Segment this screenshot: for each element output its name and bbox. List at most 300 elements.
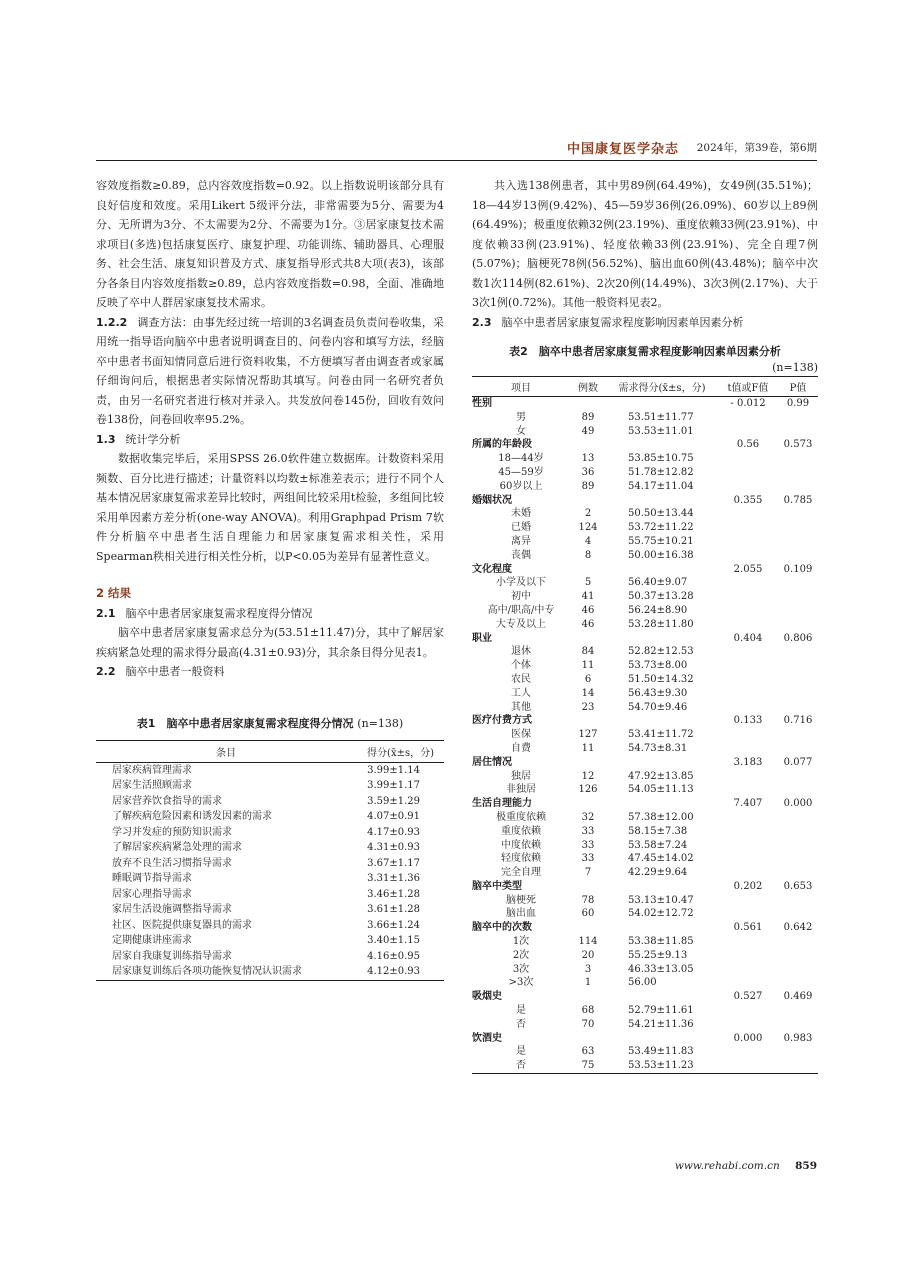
cell-label: 45—59岁 [498, 466, 544, 478]
column-header-score: 得分(x̄±s，分) [356, 740, 444, 762]
cell-empty [778, 659, 818, 673]
section-title: 脑卒中患者一般资料 [125, 665, 225, 678]
cell-n: 3 [584, 963, 592, 975]
section-1-2-2 [96, 313, 444, 430]
group-row [472, 990, 818, 1004]
table-row [96, 887, 444, 903]
table-row [472, 576, 818, 590]
cell-score: 53.85±10.75 [628, 453, 694, 465]
section-1-3-heading [96, 430, 444, 450]
cell-empty [718, 1004, 778, 1018]
page-footer [96, 1160, 817, 1174]
general-info-paragraph: 共入选138例患者，其中男89例(64.49%)，女49例(35.51%)；18—44岁13例(9.42%)、45—59岁36例(26.09%)、60岁以上89例(64.49%)；极重度依赖32例(23.19%)、重度依赖33例(23.91%)、中度依赖33例(23.91%)、轻度依赖33例(23.91%)、完全自理7例(5.07%)；脑梗死78例(56.52%)、脑出血60例(43.48%)；脑卒中次数1次114例(82.61%)、2次20例(14.49%)、3次3例(2.17%)、大于3次1例(0.72%)。其他一般资料见表2。 [472, 179, 818, 309]
cell-score: 53.38±11.85 [628, 936, 694, 948]
cell-empty [718, 852, 778, 866]
cell-n: 46 [581, 618, 595, 630]
cell-score: 3.67±1.17 [367, 857, 420, 869]
cell-label: 医保 [511, 729, 531, 741]
section-title: 脑卒中患者居家康复需求程度得分情况 [125, 606, 313, 620]
cell-empty [778, 1045, 818, 1059]
table-row [96, 856, 444, 872]
cell-empty [778, 673, 818, 687]
cell-item: 居家生活照顾需求 [112, 780, 192, 791]
section-number: 2.2 [96, 665, 116, 678]
cell-score: 50.00±16.38 [628, 549, 694, 561]
cell-empty [718, 825, 778, 839]
cell-score: 53.58±7.24 [628, 839, 688, 851]
cell-score: 53.13±10.47 [628, 894, 694, 906]
cell-label: 脑梗死 [506, 894, 536, 906]
cell-label: 60岁以上 [499, 480, 543, 492]
cell-score: 3.31±1.36 [367, 873, 420, 884]
cell-empty [718, 894, 778, 908]
section-2-3-heading [472, 313, 818, 333]
cell-empty [778, 770, 818, 784]
cell-empty [778, 549, 818, 563]
group-name: 生活自理能力 [472, 798, 532, 810]
table-row [96, 794, 444, 810]
cell-t-or-f: 7.407 [733, 798, 763, 810]
cell-empty [718, 811, 778, 825]
cell-p: 0.983 [783, 1032, 813, 1044]
cell-item: 学习并发症的预防知识需求 [112, 826, 232, 838]
cell-t-or-f: 2.055 [733, 563, 763, 575]
table-row [472, 535, 818, 549]
cell-item: 放弃不良生活习惯指导需求 [112, 857, 232, 869]
cell-t-or-f: 0.000 [733, 1032, 763, 1044]
table-2 [472, 376, 818, 1074]
table-row [472, 770, 818, 784]
cell-label: 中度依赖 [501, 839, 541, 851]
cell-label: 农民 [511, 673, 531, 685]
cell-empty [778, 535, 818, 549]
table-row [96, 933, 444, 949]
cell-score: 54.05±11.13 [628, 784, 694, 796]
cell-item: 居家自我康复训练指导需求 [112, 950, 232, 962]
cell-label: 工人 [511, 687, 531, 699]
issue-info: 2024年，第39卷，第6期 [696, 142, 817, 154]
table-row [472, 590, 818, 604]
column-header-score: 需求得分(x̄±s，分) [606, 377, 718, 397]
cell-empty [778, 645, 818, 659]
cell-score: 51.50±14.32 [628, 673, 694, 685]
cell-empty [778, 949, 818, 963]
cell-empty [778, 935, 818, 949]
cell-p: 0.653 [783, 880, 813, 892]
section-text: 调查方法：由事先经过统一培训的3名调查员负责问卷收集，采用统一指导语向脑卒中患者说明调查目的、问卷内容和填写方法，经脑卒中患者书面知情同意后进行资料收集，不方便填写者由调查者或家属仔细询问后，根据患者实际情况帮助其填写。问卷由同一名研究者负责，由另一名研究者进行核对并录入。共发放问卷145份，回收有效问卷138份，问卷回收率95.2%。 [96, 315, 444, 426]
cell-label: 高中/职高/中专 [487, 604, 555, 616]
cell-empty [778, 701, 818, 715]
cell-score: 47.92±13.85 [628, 770, 694, 782]
cell-empty [778, 728, 818, 742]
table-row [472, 811, 818, 825]
cell-empty [718, 425, 778, 439]
table-row [472, 1045, 818, 1059]
section-number: 2.3 [472, 315, 492, 329]
table-row [472, 521, 818, 535]
cell-score: 42.29±9.64 [628, 867, 688, 879]
cell-n: 20 [581, 949, 595, 961]
cell-score: 46.33±13.05 [628, 963, 694, 975]
cell-n: 89 [581, 480, 595, 492]
table-row [96, 778, 444, 794]
cell-label: 未婚 [511, 508, 531, 520]
cell-empty [718, 1045, 778, 1059]
cell-empty [718, 976, 778, 990]
header-rule [96, 160, 817, 161]
cell-t-or-f: 0.133 [733, 715, 763, 727]
cell-n: 124 [578, 522, 598, 534]
cell-score: 47.45±14.02 [628, 853, 694, 865]
cell-empty [718, 839, 778, 853]
cell-p: 0.716 [783, 715, 813, 727]
table-row [96, 902, 444, 918]
cell-score: 58.15±7.38 [628, 825, 688, 837]
cell-score: 50.37±13.28 [628, 591, 694, 603]
column-header-n: 例数 [570, 377, 606, 397]
cell-score: 54.73±8.31 [628, 742, 688, 754]
cell-p: 0.785 [783, 494, 813, 506]
cell-empty [718, 604, 778, 618]
cell-score: 56.24±8.90 [628, 604, 688, 616]
cell-score: 3.61±1.28 [367, 904, 420, 915]
caption-n: (n=138) [772, 361, 818, 374]
cell-empty [718, 521, 778, 535]
cell-empty [778, 894, 818, 908]
cell-score: 4.17±0.93 [367, 826, 420, 838]
group-row [472, 880, 818, 894]
group-name: 所属的年龄段 [472, 439, 532, 451]
section-number: 1.2.2 [96, 315, 128, 329]
cell-p: 0.99 [786, 398, 810, 409]
table-1-caption [96, 716, 444, 732]
table-row [472, 701, 818, 715]
cell-item: 居家营养饮食指导的需求 [112, 795, 222, 807]
table-row [472, 935, 818, 949]
paragraph-scale-description: 容效度指数≥0.89，总内容效度指数=0.92。以上指数说明该部分具有良好信度和效度。采用Likert 5级评分法，非常需要为5分、需要为4分、无所谓为3分、不太需要为2分、不需要为1分。③居家康复技术需求项目(多选)包括康复医疗、康复护理、功能训练、辅助器具、心理服务、社会生活、康复知识普及方式、康复指导形式共8大项(表3)，该部分各条目内容效度指数≥0.89，总内容效度指数=0.98，全面、准确地反映了卒中人群居家康复技术需求。 [96, 179, 444, 309]
cell-empty [718, 645, 778, 659]
group-name: 医疗付费方式 [472, 715, 532, 727]
cell-t-or-f: 0.202 [733, 880, 763, 892]
cell-label: 1次 [512, 936, 530, 948]
cell-empty [718, 701, 778, 715]
cell-p: 0.469 [783, 991, 813, 1003]
right-column [472, 176, 818, 1074]
cell-score: 53.73±8.00 [628, 660, 688, 672]
cell-score: 55.25±9.13 [628, 949, 688, 961]
cell-score: 53.41±11.72 [628, 729, 694, 741]
table-row [96, 825, 444, 841]
cell-n: 12 [581, 770, 595, 782]
cell-n: 2 [584, 508, 592, 520]
cell-empty [778, 1004, 818, 1018]
cell-label: 否 [516, 1018, 526, 1030]
cell-empty [718, 576, 778, 590]
cell-n: 36 [581, 466, 595, 478]
cell-item: 居家心理指导需求 [112, 888, 192, 900]
cell-n: 78 [581, 894, 595, 906]
cell-score: 52.82±12.53 [628, 646, 694, 658]
cell-n: 6 [584, 673, 592, 685]
table-row [472, 742, 818, 756]
cell-n: 33 [581, 853, 595, 865]
table-row [472, 839, 818, 853]
cell-n: 49 [581, 425, 595, 437]
cell-empty [778, 742, 818, 756]
cell-n: 14 [581, 687, 595, 699]
page-header [96, 138, 817, 160]
table-row [472, 963, 818, 977]
table-row [472, 783, 818, 797]
cell-label: 自费 [511, 742, 531, 754]
cell-score: 53.49±11.83 [628, 1046, 694, 1058]
cell-n: 32 [581, 811, 595, 823]
group-name: 居住情况 [472, 756, 512, 768]
cell-n: 89 [581, 411, 595, 423]
cell-score: 3.59±1.29 [367, 795, 420, 807]
table-row [472, 687, 818, 701]
cell-empty [778, 576, 818, 590]
table-row [472, 949, 818, 963]
cell-score: 56.00 [628, 977, 657, 989]
table-row [472, 604, 818, 618]
section-2-heading: 2 结果 [96, 586, 132, 600]
cell-item: 家居生活设施调整指导需求 [112, 904, 232, 915]
cell-empty [718, 590, 778, 604]
cell-score: 54.21±11.36 [628, 1018, 694, 1030]
cell-score: 53.51±11.77 [628, 411, 694, 423]
group-name: 脑卒中的次数 [472, 922, 532, 934]
cell-n: 68 [581, 1005, 595, 1017]
table-row [96, 840, 444, 856]
table-row [96, 964, 444, 980]
group-name: 性别 [472, 398, 492, 409]
cell-t-or-f: 0.527 [733, 991, 763, 1003]
cell-label: 女 [516, 425, 526, 437]
table-row [472, 852, 818, 866]
cell-t-or-f: 0.355 [733, 494, 763, 506]
cell-t-or-f: 0.404 [733, 632, 763, 644]
cell-label: 3次 [512, 963, 530, 975]
cell-empty [778, 811, 818, 825]
cell-empty [778, 507, 818, 521]
table-row [472, 618, 818, 632]
cell-t-or-f: - 0.012 [730, 398, 766, 409]
cell-empty [778, 907, 818, 921]
cell-score: 4.12±0.93 [367, 966, 420, 977]
table-row [472, 728, 818, 742]
cell-empty [718, 673, 778, 687]
cell-empty [778, 839, 818, 853]
table-row [472, 907, 818, 921]
cell-empty [718, 549, 778, 563]
cell-score: 3.40±1.15 [367, 935, 420, 946]
table-row [472, 480, 818, 494]
table-2-body [472, 397, 818, 1074]
cell-empty [778, 1059, 818, 1073]
cell-item: 了解居家疾病紧急处理的需求 [112, 842, 242, 853]
cell-n: 114 [578, 936, 598, 948]
table-row [96, 809, 444, 825]
cell-empty [718, 935, 778, 949]
cell-empty [778, 521, 818, 535]
cell-empty [718, 466, 778, 480]
column-header-t-or-f: t值或F值 [718, 377, 778, 397]
table-row [472, 411, 818, 425]
section-number: 1.3 [96, 432, 116, 446]
cell-empty [718, 1018, 778, 1032]
table-row [472, 1004, 818, 1018]
table-row [472, 976, 818, 990]
cell-score: 53.28±11.80 [628, 618, 694, 630]
column-header-p: P值 [778, 377, 818, 397]
cell-label: 退休 [511, 646, 531, 658]
group-row [472, 632, 818, 646]
cell-empty [778, 687, 818, 701]
cell-p: 0.642 [783, 922, 813, 934]
group-name: 吸烟史 [472, 991, 502, 1003]
cell-empty [778, 1018, 818, 1032]
table-row [472, 659, 818, 673]
cell-label: 是 [516, 1005, 526, 1017]
cell-empty [718, 452, 778, 466]
cell-n: 13 [581, 453, 595, 465]
table-row [472, 645, 818, 659]
cell-n: 7 [584, 867, 592, 879]
cell-empty [778, 866, 818, 880]
group-row [472, 714, 818, 728]
cell-score: 3.99±1.17 [367, 780, 420, 791]
cell-empty [778, 466, 818, 480]
table-1-body [96, 762, 444, 980]
cell-n: 63 [581, 1046, 595, 1058]
cell-label: 男 [516, 411, 526, 423]
section-title: 统计学分析 [125, 432, 181, 446]
cell-p: 0.109 [783, 563, 813, 575]
cell-empty [778, 618, 818, 632]
table-row [472, 549, 818, 563]
cell-score: 55.75±10.21 [628, 535, 694, 547]
cell-n: 33 [581, 839, 595, 851]
cell-n: 46 [581, 604, 595, 616]
cell-p: 0.000 [783, 798, 813, 810]
cell-empty [718, 411, 778, 425]
cell-n: 23 [581, 701, 595, 713]
group-name: 文化程度 [472, 563, 512, 575]
cell-n: 11 [581, 660, 595, 672]
table-row [472, 825, 818, 839]
cell-empty [718, 770, 778, 784]
cell-n: 8 [584, 549, 592, 561]
cell-label: 是 [516, 1046, 526, 1058]
column-header-item: 条目 [96, 740, 356, 762]
section-2-1-text: 脑卒中患者居家康复需求总分为(53.51±11.47)分，其中了解居家疾病紧急处理的需求得分最高(4.31±0.93)分，其余条目得分见表1。 [96, 626, 444, 659]
cell-empty [778, 825, 818, 839]
cell-empty [718, 618, 778, 632]
cell-score: 4.31±0.93 [367, 842, 420, 853]
section-title: 脑卒中患者居家康复需求程度影响因素单因素分析 [501, 315, 744, 329]
cell-empty [778, 976, 818, 990]
group-name: 饮酒史 [472, 1032, 502, 1044]
group-name: 脑卒中类型 [472, 880, 522, 892]
cell-empty [718, 949, 778, 963]
cell-score: 52.79±11.61 [628, 1005, 694, 1017]
table-row [96, 949, 444, 965]
cell-label: 其他 [511, 701, 531, 713]
cell-label: 初中 [511, 591, 531, 603]
table-row [472, 673, 818, 687]
table-row [472, 866, 818, 880]
cell-empty [718, 728, 778, 742]
table-row [472, 466, 818, 480]
cell-label: 已婚 [511, 522, 531, 534]
cell-empty [718, 1059, 778, 1073]
section-1-3-text: 数据收集完毕后，采用SPSS 26.0软件建立数据库。计数资料采用频数、百分比进行描述；计量资料以均数±标准差表示；进行不同个人基本情况居家康复需求差异比较时，两组间比较采用t检验，多组间比较采用单因素方差分析(one-way ANOVA)。利用Graphpad Prism 7软件分析脑卒中患者生活自理能力和居家康复需求相关性，采用Spearman秩相关进行相关性分析，以P<0.05为差异有显著性意义。 [96, 452, 444, 563]
group-row [472, 494, 818, 508]
cell-p: 0.573 [783, 439, 813, 451]
cell-item: 居家疾病管理需求 [112, 764, 192, 776]
caption-title: 表1 脑卒中患者居家康复需求程度得分情况 [136, 716, 354, 730]
cell-empty [778, 425, 818, 439]
cell-empty [718, 507, 778, 521]
table-row [96, 871, 444, 887]
cell-n: 60 [581, 908, 595, 920]
cell-empty [718, 659, 778, 673]
cell-label: 个体 [511, 660, 531, 672]
group-row [472, 1032, 818, 1046]
page-number: 859 [795, 1160, 817, 1172]
group-row [472, 563, 818, 577]
cell-empty [778, 963, 818, 977]
left-column [96, 176, 444, 981]
cell-label: 独居 [511, 770, 531, 782]
cell-item: 了解疾病危险因素和诱发因素的需求 [112, 811, 272, 822]
cell-score: 56.40±9.07 [628, 577, 688, 589]
cell-label: 2次 [512, 949, 530, 961]
group-row [472, 397, 818, 411]
cell-t-or-f: 0.56 [736, 439, 760, 451]
cell-n: 1 [584, 977, 592, 989]
table-row [472, 452, 818, 466]
cell-empty [778, 452, 818, 466]
cell-score: 54.17±11.04 [628, 480, 694, 492]
cell-score: 54.02±12.72 [628, 908, 694, 920]
cell-label: 否 [516, 1060, 526, 1072]
section-2-2-heading [96, 662, 444, 682]
table-row [96, 762, 444, 778]
cell-label: 重度依赖 [501, 825, 541, 837]
cell-empty [718, 963, 778, 977]
cell-empty [778, 480, 818, 494]
table-2-caption [472, 344, 818, 360]
cell-n: 127 [578, 729, 598, 741]
table-row [472, 1018, 818, 1032]
cell-t-or-f: 3.183 [733, 756, 763, 768]
cell-empty [718, 742, 778, 756]
cell-empty [778, 411, 818, 425]
cell-n: 4 [584, 535, 592, 547]
cell-n: 33 [581, 825, 595, 837]
journal-title: 中国康复医学杂志 [566, 142, 679, 157]
cell-empty [778, 852, 818, 866]
caption-n: (n=138) [357, 716, 404, 730]
section-number: 2.1 [96, 606, 116, 620]
cell-p: 0.077 [783, 756, 813, 768]
cell-label: 小学及以下 [496, 577, 546, 589]
cell-empty [718, 535, 778, 549]
cell-empty [718, 866, 778, 880]
cell-label: 轻度依赖 [501, 853, 541, 865]
